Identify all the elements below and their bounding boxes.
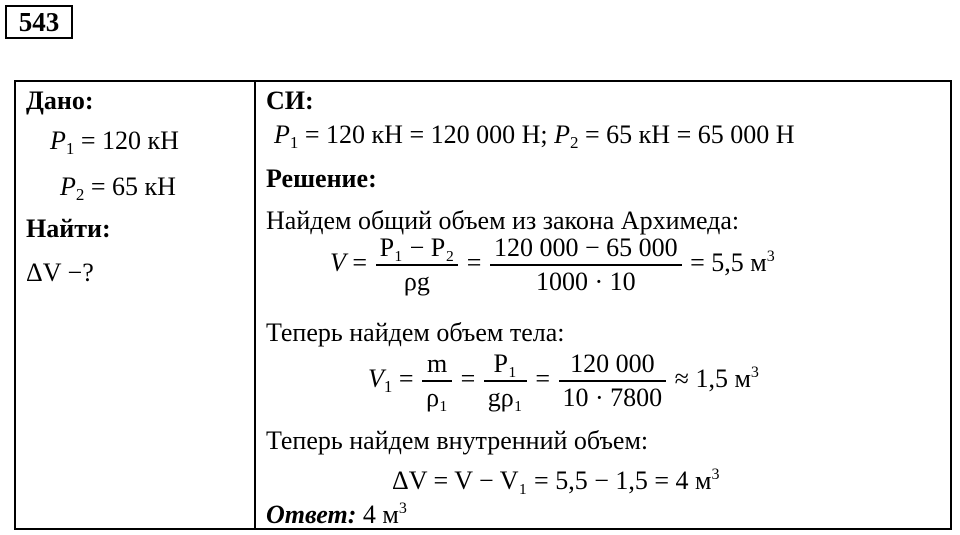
find-value: ΔV −?: [26, 258, 94, 287]
eq2-fraction-3: $\frac{120 000}{10 \cdot 7800}$: [559, 348, 667, 414]
equation-1: V = $\frac{\text{P₁ − P₂}}{\rho g}$ = $\frac{120 000 - 65 000}{1000 \cdot 10}$ = 5,5 $м^3$: [330, 233, 775, 296]
eq2-fraction-2: $\frac{\text{P₁}}{\text{gρ₁}}$: [484, 348, 527, 414]
problem-number: 543: [5, 5, 73, 39]
eq2-result: ≈ 1,5 $м^3$: [674, 363, 759, 393]
answer-value: 4 м: [356, 500, 399, 529]
given-p2: $P_2 = 65$ кН: [60, 172, 176, 204]
answer-label: Ответ:: [266, 500, 357, 529]
si-heading: СИ:: [266, 86, 314, 115]
step1-text: Найдем общий объем из закона Архимеда:: [266, 206, 740, 235]
find-heading: Найти:: [26, 214, 111, 243]
eq1-fraction-2: $\frac{120 000 - 65 000}{1000 \cdot 10}$: [490, 232, 682, 298]
solution-table: [14, 80, 952, 530]
eq2-fraction-1: $\frac{m}{\text{ρ₁}}$: [422, 348, 452, 414]
given-p1: $P_1 = 120$ кН: [50, 126, 179, 158]
step3-text: Теперь найдем внутренний объем:: [266, 426, 649, 455]
eq2-lhs: $V_1$: [368, 363, 393, 396]
given-heading: Дано:: [26, 86, 94, 115]
eq1-result: = 5,5 $м^3$: [690, 247, 775, 277]
equation-2: $V_1$ = $\frac{m}{\text{ρ₁}}$ = $\frac{\text{P₁}}{\text{gρ₁}}$ = $\frac{120 000}{10 \cdot 7800}$ ≈ 1,5 $м^3$: [368, 349, 759, 412]
eq1-lhs: V: [330, 247, 346, 277]
solution-column: [255, 81, 951, 529]
solution-heading: Решение:: [266, 164, 377, 193]
equation-3: ΔV = V − V₁ = 5,5 − 1,5 = 4 $м^3$: [392, 466, 720, 495]
eq1-fraction-1: $\frac{\text{P₁ − P₂}}{\rho g}$: [376, 232, 459, 298]
step2-text: Теперь найдем объем тела:: [266, 318, 565, 347]
answer-line: Ответ: 4 $м^3$: [266, 500, 407, 529]
given-column: [15, 81, 255, 529]
si-line: $P_1 = 120$ кН = 120 000 Н; $P_2 = 65$ кН = 65 000 Н: [274, 120, 795, 152]
